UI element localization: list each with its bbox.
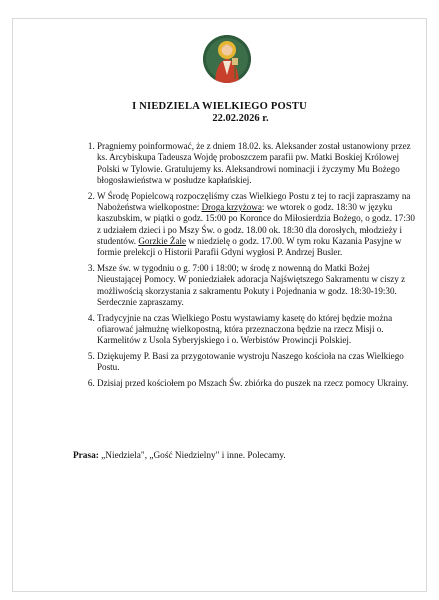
- item-text: Tradycyjnie na czas Wielkiego Postu wystawiamy kasetę do której będzie można ofiarować jałmużnę wielkopostną, która przeznaczona będzie na rzecz Misji o. Karmelitów z Usola Syberyjskiego i o. Werbistów Prowincji Polskiej.: [97, 312, 393, 346]
- list-item: [97, 313, 415, 347]
- press-label: Prasa:: [73, 451, 99, 461]
- item-text: Dziękujemy P. Basi za przygotowanie wystroju Naszego kościoła na czas Wielkiego Postu.: [97, 351, 404, 373]
- item-text: : we wtorek o godz. 18:30 w języku kaszubskim, w piątki o godz. 15:00 po Koronce do Miłosierdzia Bożego, o godz. 17:30 z udziałem dzieci i po Mszy Św. o godz. 18.00 ok. 18:30 dla dorosłych, młodzieży i studentów.: [97, 201, 415, 246]
- list-item: [97, 263, 415, 308]
- list-item: [97, 378, 415, 389]
- item-text: Pragniemy poinformować, że z dniem 18.02. ks. Aleksander został ustanowiony przez ks. Arcybiskupa Tadeusza Wojdę proboszczem parafii pw. Matki Boskiej Królowej Polski w Tylowie. Gratulujemy ks. Aleksandrowi nominacji i życzymy Mu Bożego błogosławieństwa w posłudze kapłańskiej.: [97, 141, 411, 185]
- list-item: [97, 141, 415, 186]
- press-text: „Niedziela", „Gość Niedzielny" i inne. Polecamy.: [98, 451, 286, 461]
- press-note: [73, 451, 286, 461]
- page-title: I NIEDZIELA WIELKIEGO POSTU: [132, 101, 307, 112]
- droga-krzyzowa-text: Droga krzyżowa: [201, 201, 262, 212]
- list-item: [97, 351, 415, 374]
- item-text: W Środę Popielcową rozpoczęliśmy czas Wielkiego Postu z tej to racji zapraszamy na Nabożeństwa wielkopostne:: [97, 190, 411, 212]
- page-date: 22.02.2026 r.: [212, 113, 269, 124]
- item-text: Msze św. w tygodniu o g. 7:00 i 18:00; w środę z nowenną do Matki Bożej Nieustającej Pomocy. W poniedziałek adoracja Najświętszego Sakramentu w ciszy z możliwością skorzystania z sakramentu Pokuty i Pojednania w godz. 18:30-19:30. Serdecznie zapraszamy.: [97, 262, 406, 307]
- item-text: Dzisiaj przed kościołem po Mszach Św. zbiórka do puszek na rzecz pomocy Ukrainy.: [97, 378, 409, 389]
- saint-emblem-icon: [203, 35, 251, 83]
- announcement-list: [83, 141, 415, 394]
- list-item: [97, 191, 415, 259]
- item-text: w niedzielę o godz. 17.00. W tym roku Kazania Pasyjne w formie prelekcji o Historii Parafii Gdyni wygłosi P. Andrzej Busler.: [97, 235, 402, 258]
- gorzkie-zale-text: Gorzkie Żale: [138, 235, 187, 246]
- document-page: [12, 18, 427, 592]
